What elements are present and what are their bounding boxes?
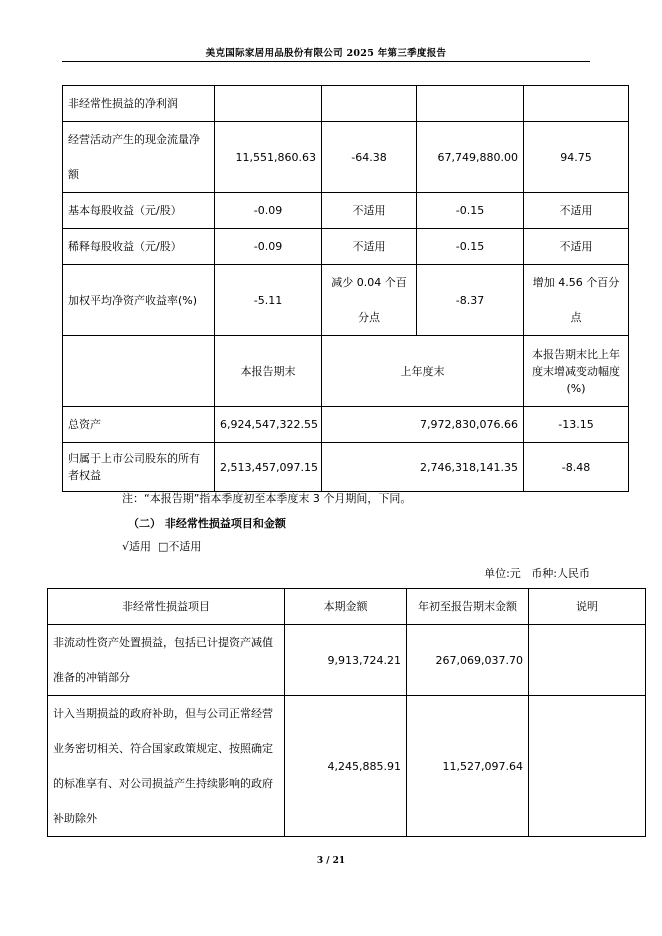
item-note (529, 625, 646, 696)
table-row (63, 122, 629, 193)
column-header: 年初至报告期末金额 (407, 589, 529, 625)
unit-label: 单位:元 币种:人民币 (484, 567, 590, 580)
page-header: 美克国际家居用品股份有限公司 2025 年第三季度报告 (205, 48, 447, 59)
cell-value: -0.09 (215, 193, 322, 229)
table-row (63, 443, 629, 492)
row-label: 非经常性损益的净利润 (63, 86, 215, 122)
cell-value (322, 86, 417, 122)
table-row (48, 625, 646, 696)
ytd-amount: 267,069,037.70 (407, 625, 529, 696)
cell-value: 94.75 (524, 122, 629, 193)
row-label: 经营活动产生的现金流量净额 (63, 122, 215, 193)
column-header: 本期金额 (285, 589, 407, 625)
cell-value (215, 86, 322, 122)
column-header: 本报告期末 (215, 336, 322, 407)
column-header: 说明 (529, 589, 646, 625)
cell-value: 不适用 (524, 229, 629, 265)
column-header: 上年度末 (322, 336, 524, 407)
cell-value: 增加 4.56 个百分点 (524, 265, 629, 336)
cell-value: -0.15 (417, 193, 524, 229)
table-header-row (48, 589, 646, 625)
financial-indicators-table (62, 85, 629, 492)
non-recurring-items-table (47, 588, 646, 837)
item-description: 非流动性资产处置损益，包括已计提资产减值准备的冲销部分 (48, 625, 285, 696)
cell-value: -0.15 (417, 229, 524, 265)
empty-cell (63, 336, 215, 407)
item-description: 计入当期损益的政府补助，但与公司正常经营业务密切相关、符合国家政策规定、按照确定的标准享有、对公司损益产生持续影响的政府补助除外 (48, 696, 285, 837)
cell-value: 11,551,860.63 (215, 122, 322, 193)
applicability (122, 538, 201, 554)
current-amount: 4,245,885.91 (285, 696, 407, 837)
table-row (63, 86, 629, 122)
table-note: 注：“本报告期”指本季度初至本季度末 3 个月期间，下同。 (122, 492, 412, 505)
table-row (48, 696, 646, 837)
cell-value: -8.48 (524, 443, 629, 492)
current-amount: 9,913,724.21 (285, 625, 407, 696)
item-note (529, 696, 646, 837)
row-label: 总资产 (63, 407, 215, 443)
row-label: 归属于上市公司股东的所有者权益 (63, 443, 215, 492)
cell-value: 不适用 (524, 193, 629, 229)
cell-value (524, 86, 629, 122)
cell-value: -0.09 (215, 229, 322, 265)
row-label: 稀释每股收益（元/股） (63, 229, 215, 265)
not-applicable-unchecked: □不适用 (158, 540, 202, 553)
cell-value: 减少 0.04 个百分点 (322, 265, 417, 336)
column-header: 本报告期末比上年度末增减变动幅度(%) (524, 336, 629, 407)
page-number: 3 / 21 (316, 856, 346, 866)
cell-value: 6,924,547,322.55 (215, 407, 322, 443)
table-row (63, 265, 629, 336)
cell-value: 67,749,880.00 (417, 122, 524, 193)
cell-value: 2,746,318,141.35 (322, 443, 524, 492)
table-row (63, 407, 629, 443)
cell-value: -13.15 (524, 407, 629, 443)
header-rule (62, 61, 590, 62)
cell-value: -8.37 (417, 265, 524, 336)
cell-value (417, 86, 524, 122)
section-title: （二） 非经常性损益项目和金额 (128, 517, 286, 530)
cell-value: -64.38 (322, 122, 417, 193)
row-label: 基本每股收益（元/股） (63, 193, 215, 229)
column-header: 非经常性损益项目 (48, 589, 285, 625)
table-row (63, 229, 629, 265)
ytd-amount: 11,527,097.64 (407, 696, 529, 837)
cell-value: 7,972,830,076.66 (322, 407, 524, 443)
row-label: 加权平均净资产收益率(%) (63, 265, 215, 336)
cell-value: 不适用 (322, 229, 417, 265)
cell-value: 不适用 (322, 193, 417, 229)
table-subheader-row (63, 336, 629, 407)
applicable-checked: √适用 (122, 540, 152, 553)
cell-value: 2,513,457,097.15 (215, 443, 322, 492)
cell-value: -5.11 (215, 265, 322, 336)
table-row (63, 193, 629, 229)
